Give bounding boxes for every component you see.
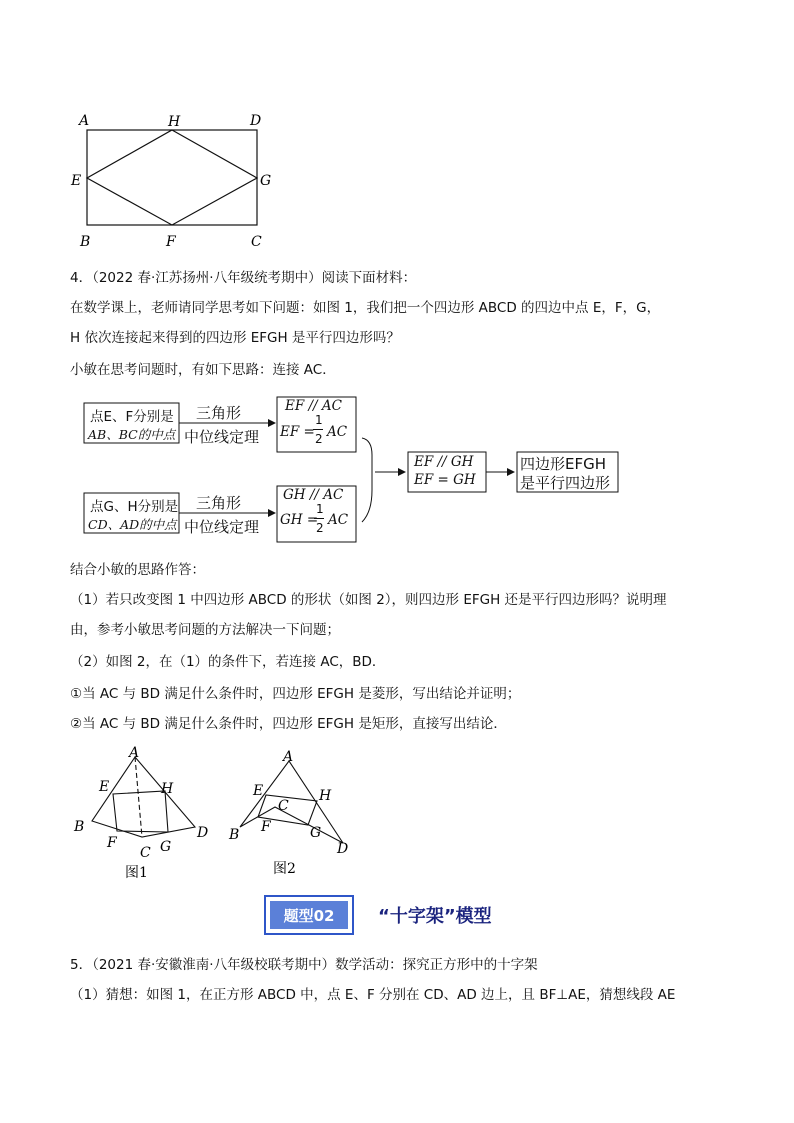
flow-box2-line2b: AC	[327, 424, 348, 440]
label-d: D	[250, 113, 262, 129]
q4-line5: （1）若只改变图 1 中四边形 ABCD 的形状（如图 2），则四边形 EFGH 还是平行四边形吗？说明理	[70, 592, 667, 608]
fig2-label-b: B	[229, 827, 240, 843]
flow-box4-line2a: GH =	[280, 512, 319, 528]
label-b: B	[80, 234, 91, 250]
fig2-label-e: E	[253, 783, 264, 799]
q4-line1: 在数学课上，老师请同学思考如下问题：如图 1，我们把一个四边形 ABCD 的四边中点 E，F，G，	[70, 300, 661, 316]
flow-box3-line2: CD、AD的中点	[88, 517, 177, 532]
fig1-label-e: E	[99, 779, 110, 795]
fig1-label-d: D	[197, 825, 209, 841]
label-a: A	[79, 113, 90, 129]
fig2-label-d: D	[337, 841, 349, 857]
flow-box1-line1: 点E、F分别是	[90, 409, 174, 425]
fig1-label-h: H	[161, 781, 174, 797]
section-tag: 题型02	[270, 901, 348, 929]
flow-arrow1-line2: 中位线定理	[184, 428, 260, 446]
fig1-caption: 图1	[125, 865, 148, 881]
section-banner	[264, 895, 354, 935]
flow-box2-frac-num: 1	[315, 413, 323, 427]
fig1-label-f: F	[107, 835, 117, 851]
q4-line2: H 依次连接起来得到的四边形 EFGH 是平行四边形吗？	[70, 330, 400, 346]
flow-box4-line1: GH // AC	[283, 487, 344, 503]
flow-box1-line2: AB、BC的中点	[88, 427, 176, 442]
fig1-label-a: A	[129, 745, 140, 761]
figure-2	[225, 745, 365, 885]
fig2-label-c: C	[278, 798, 289, 814]
fig2-label-a: A	[283, 749, 294, 765]
q4-line8: ①当 AC 与 BD 满足什么条件时，四边形 EFGH 是菱形，写出结论并证明；	[70, 686, 521, 702]
flow-box3-line1: 点G、H分别是	[90, 499, 179, 515]
fig1-label-g: G	[160, 839, 172, 855]
fig1-label-c: C	[140, 845, 151, 861]
flow-box4-frac-bar	[314, 518, 324, 519]
flow-box2-line1: EF // AC	[285, 398, 342, 414]
q5-header: 5．（2021 春·安徽淮南·八年级校联考期中）数学活动：探究正方形中的十字架	[70, 957, 538, 973]
label-g: G	[260, 173, 272, 189]
flow-box2-line2a: EF =	[280, 424, 315, 440]
flow-arrow1-line1: 三角形	[196, 404, 242, 422]
fig2-label-h: H	[319, 788, 332, 804]
flow-box5-line1: EF // GH	[414, 454, 474, 470]
rectangle-abcd-figure	[60, 105, 290, 255]
flow-box2-frac-bar	[313, 429, 323, 430]
q4-line4: 结合小敏的思路作答：	[70, 562, 205, 578]
q4-header: 4．（2022 春·江苏扬州·八年级统考期中）阅读下面材料：	[70, 270, 417, 286]
flow-lines	[0, 390, 794, 560]
q5-line1: （1）猜想：如图 1，在正方形 ABCD 中，点 E、F 分别在 CD、AD 边上，且 BF⊥AE，猜想线段 AE	[70, 987, 676, 1003]
fig1-label-b: B	[74, 819, 85, 835]
flow-arrow2-line1: 三角形	[196, 494, 242, 512]
flow-arrow2-line2: 中位线定理	[184, 518, 260, 536]
fig2-caption: 图2	[273, 861, 296, 877]
label-h: H	[168, 114, 181, 130]
q4-line9: ②当 AC 与 BD 满足什么条件时，四边形 EFGH 是矩形，直接写出结论．	[70, 716, 507, 732]
label-c: C	[251, 234, 262, 250]
q4-line3: 小敏在思考问题时，有如下思路：连接 AC．	[70, 362, 336, 378]
fig2-label-g: G	[310, 825, 322, 841]
label-e: E	[71, 173, 82, 189]
flow-box4-frac-num: 1	[316, 502, 324, 516]
flow-box2-frac-den: 2	[315, 432, 323, 446]
q4-line7: （2）如图 2，在（1）的条件下，若连接 AC，BD．	[70, 654, 386, 670]
flow-box4-line2b: AC	[328, 512, 349, 528]
flow-box6-line2: 是平行四边形	[520, 474, 611, 492]
section-title: “十字架”模型	[378, 906, 492, 927]
flow-box5-line2: EF = GH	[414, 472, 476, 488]
label-f: F	[166, 234, 176, 250]
q4-line6: 由，参考小敏思考问题的方法解决一下问题；	[70, 622, 340, 638]
fig2-label-f: F	[261, 819, 271, 835]
flow-box4-frac-den: 2	[316, 521, 324, 535]
flow-box6-line1: 四边形EFGH	[520, 455, 607, 473]
figure-1	[70, 745, 210, 885]
